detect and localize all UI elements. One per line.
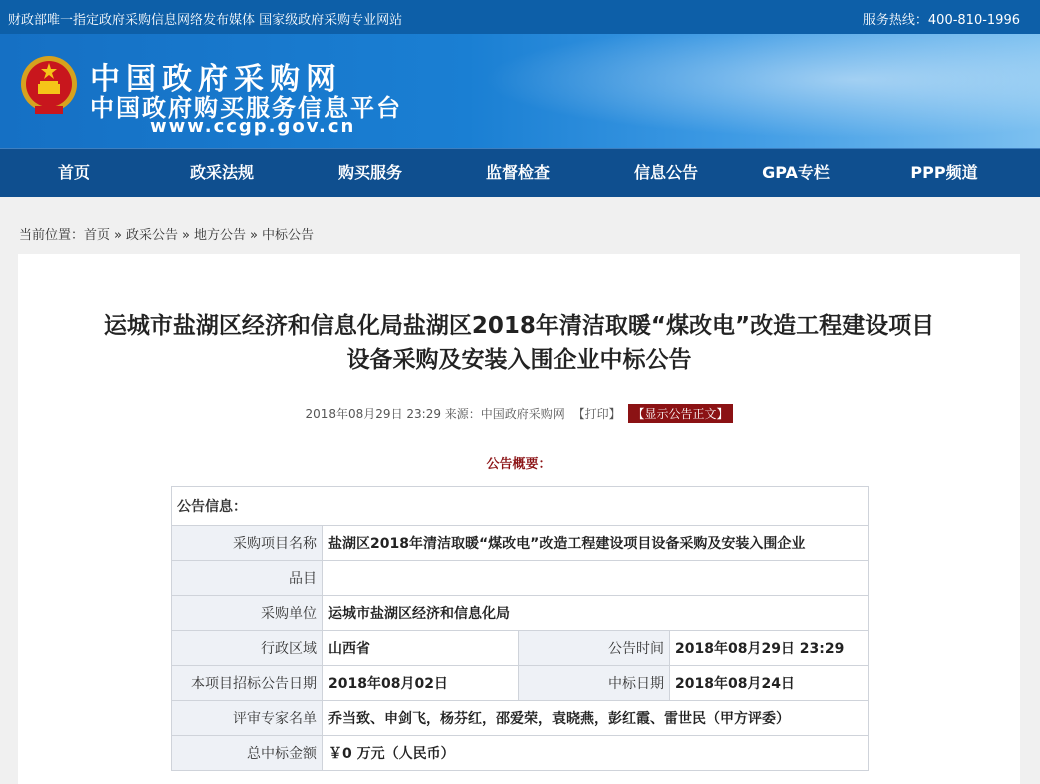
show-full-text-button[interactable]: 【显示公告正文】: [628, 404, 732, 423]
table-row: [172, 487, 869, 526]
table-row: [172, 736, 869, 771]
nav-item-regulations[interactable]: 政采法规: [189, 163, 254, 182]
table-row: [172, 526, 869, 561]
article-meta: [18, 404, 1020, 423]
item-category-value: [323, 561, 869, 596]
total-amount-value: ￥0 万元（人民币）: [323, 736, 869, 771]
announcement-info-table: [171, 486, 869, 771]
site-domain: www.ccgp.gov.cn: [150, 116, 356, 137]
breadcrumb-separator: »: [250, 228, 258, 243]
article-source: 来源：中国政府采购网: [444, 407, 565, 421]
nav-item-gpa[interactable]: GPA专栏: [762, 163, 830, 182]
region-label: 行政区域: [172, 631, 323, 666]
nav-item-supervision[interactable]: 监督检查: [485, 163, 550, 182]
table-row: [172, 596, 869, 631]
breadcrumb-procurement-notices[interactable]: 政采公告: [126, 228, 179, 243]
publish-time-label: 公告时间: [519, 631, 670, 666]
table-row: [172, 631, 869, 666]
table-row: [172, 666, 869, 701]
main-nav: [0, 148, 1040, 197]
site-slogan: 财政部唯一指定政府采购信息网络发布媒体 国家级政府采购专业网站: [8, 13, 403, 28]
experts-value: 乔当致、申剑飞，杨芬红，邵爱荣，袁晓燕，彭红霞、雷世民（甲方评委）: [323, 701, 869, 736]
article-date: 2018年08月29日 23:29: [305, 407, 441, 421]
total-amount-label: 总中标金额: [172, 736, 323, 771]
article-title: [18, 309, 1020, 377]
nav-item-ppp[interactable]: PPP频道: [910, 163, 978, 182]
bid-notice-date-label: 本项目招标公告日期: [172, 666, 323, 701]
info-header: 公告信息：: [172, 487, 869, 526]
banner-sky-decoration: [420, 34, 1040, 148]
project-name-label: 采购项目名称: [172, 526, 323, 561]
article-card: [18, 254, 1020, 784]
print-link[interactable]: 【打印】: [572, 407, 621, 421]
breadcrumb-prefix: 当前位置：: [19, 228, 85, 243]
nav-item-purchase-services[interactable]: 购买服务: [337, 163, 402, 182]
breadcrumb: [19, 224, 314, 243]
nav-item-home[interactable]: 首页: [57, 163, 90, 182]
article-title-line1: 运城市盐湖区经济和信息化局盐湖区2018年清洁取暖“煤改电”改造工程建设项目: [103, 313, 935, 339]
breadcrumb-home[interactable]: 首页: [84, 228, 111, 243]
service-hotline: 服务热线：400-810-1996: [862, 13, 1020, 28]
bid-notice-date-value: 2018年08月02日: [323, 666, 519, 701]
award-date-label: 中标日期: [519, 666, 670, 701]
national-emblem-icon: [19, 54, 79, 116]
summary-label: 公告概要：: [486, 457, 552, 472]
project-name-value: 盐湖区2018年清洁取暖“煤改电”改造工程建设项目设备采购及安装入围企业: [323, 526, 869, 561]
article-title-line2: 设备采购及安装入围企业中标公告: [346, 347, 692, 373]
breadcrumb-separator: »: [114, 228, 122, 243]
purchasing-unit-label: 采购单位: [172, 596, 323, 631]
site-banner: [0, 34, 1040, 148]
experts-label: 评审专家名单: [172, 701, 323, 736]
breadcrumb-local-notices[interactable]: 地方公告: [193, 228, 246, 243]
table-row: [172, 701, 869, 736]
site-subtitle: 中国政府购买服务信息平台: [90, 94, 402, 122]
purchasing-unit-value: 运城市盐湖区经济和信息化局: [323, 596, 869, 631]
site-title: 中国政府采购网: [90, 62, 342, 97]
item-category-label: 品目: [172, 561, 323, 596]
breadcrumb-separator: »: [182, 228, 190, 243]
region-value: 山西省: [323, 631, 519, 666]
breadcrumb-award-notices[interactable]: 中标公告: [261, 228, 314, 243]
table-row: [172, 561, 869, 596]
publish-time-value: 2018年08月29日 23:29: [670, 631, 869, 666]
nav-item-announcements[interactable]: 信息公告: [633, 163, 698, 182]
award-date-value: 2018年08月24日: [670, 666, 869, 701]
top-info-bar: [0, 0, 1040, 34]
